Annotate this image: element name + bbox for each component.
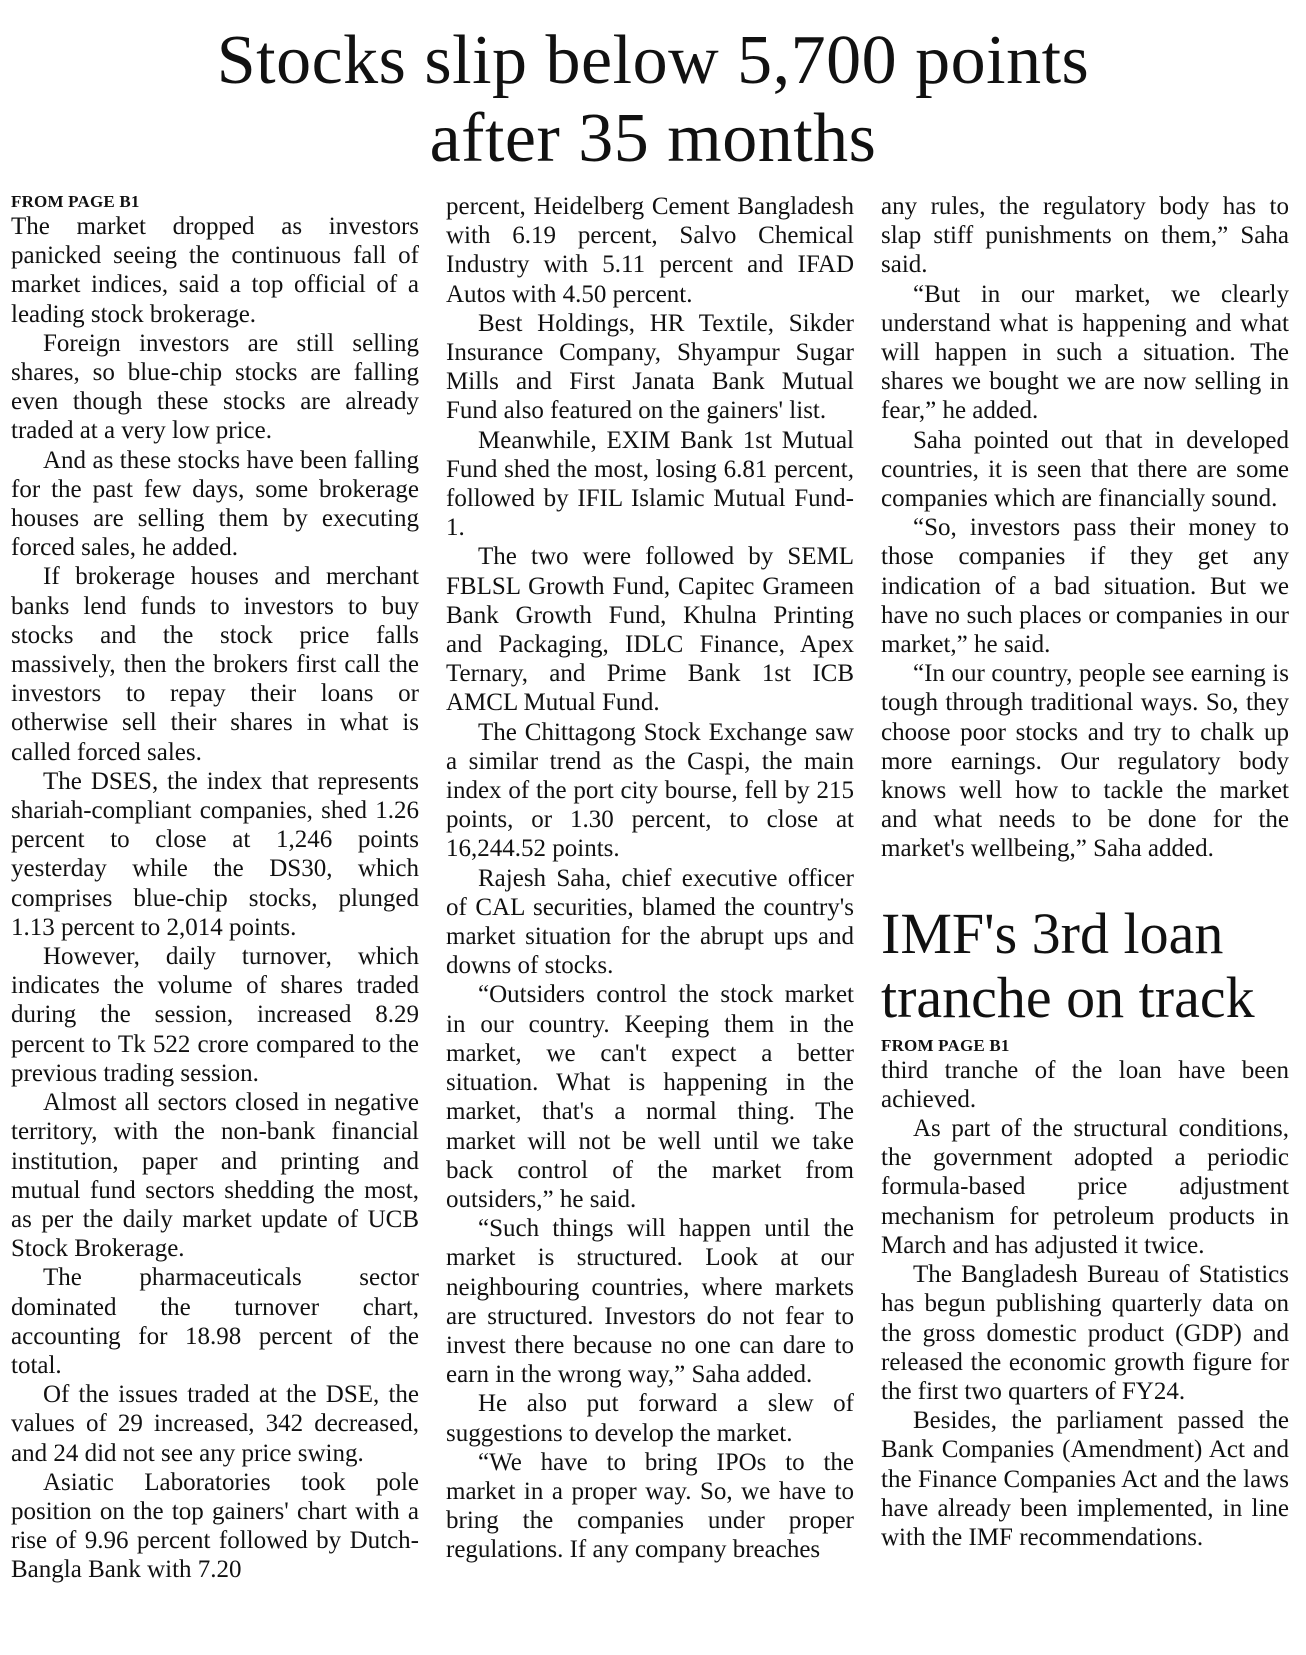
paragraph: And as these stocks have been falling for the past few days, some brokerage houses are selling them by executing forced sales, he added. <box>11 446 419 562</box>
paragraph: The two were followed by SEML FBLSL Growth Fund, Capitec Grameen Bank Growth Fund, Khulna Printing and Packaging, IDLC Finance, Apex Ternary, and Prime Bank 1st ICB AMCL Mutual Fund. <box>446 543 854 717</box>
headline-line-1: Stocks slip below 5,700 points <box>216 22 1090 99</box>
paragraph: “So, investors pass their money to those companies if they get any indication of a bad situation. But we have no such places or companies in our market,” he said. <box>881 514 1289 659</box>
paragraph: The DSES, the index that represents shariah-compliant companies, shed 1.26 percent to close at 1,246 points yesterday while the DS30, which comprises blue-chip stocks, plunged 1.13 percent to 2,014 points. <box>11 767 419 941</box>
paragraph: Meanwhile, EXIM Bank 1st Mutual Fund shed the most, losing 6.81 percent, followed by IFIL Islamic Mutual Fund-1. <box>446 426 854 542</box>
secondary-headline <box>881 902 1289 1030</box>
from-page-kicker: FROM PAGE B1 <box>881 1035 1010 1055</box>
paragraph: However, daily turnover, which indicates the volume of shares traded during the session, increased 8.29 percent to Tk 522 crore compared to the previous trading session. <box>11 943 419 1087</box>
paragraph: Saha pointed out that in developed countries, it is seen that there are some companies which are financially sound. <box>881 426 1289 513</box>
paragraph: percent, Heidelberg Cement Bangladesh with 6.19 percent, Salvo Chemical Industry with 5.11 percent and IFAD Autos with 4.50 percent. <box>446 193 854 308</box>
paragraph: “But in our market, we clearly understand what is happening and what will happen in such a situation. The shares we bought we are now selling in fear,” he added. <box>881 280 1289 425</box>
secondary-headline-line-2: tranche on track <box>881 964 1255 1030</box>
paragraph: He also put forward a slew of suggestions to develop the market. <box>446 1390 854 1447</box>
paragraph: Besides, the parliament passed the Bank Companies (Amendment) Act and the Finance Companies Act and the laws have already been implemented, in line with the IMF recommendations. <box>881 1407 1289 1551</box>
paragraph: As part of the structural conditions, the government adopted a periodic formula-based price adjustment mechanism for petroleum products in March and has adjusted it twice. <box>881 1115 1289 1259</box>
paragraph: third tranche of the loan have been achieved. <box>881 1056 1289 1113</box>
paragraph: Of the issues traded at the DSE, the values of 29 increased, 342 decreased, and 24 did not see any price swing. <box>11 1381 419 1467</box>
headline-line-2: after 35 months <box>429 100 877 177</box>
paragraph: Asiatic Laboratories took pole position on the top gainers' chart with a rise of 9.96 percent followed by Dutch-Bangla Bank with 7.20 <box>11 1468 419 1584</box>
article-column-1 <box>11 192 419 1585</box>
main-headline <box>0 22 1306 178</box>
article-column-3 <box>881 192 1289 1552</box>
paragraph: The Chittagong Stock Exchange saw a similar trend as the Caspi, the main index of the port city bourse, fell by 215 points, or 1.30 percent, to close at 16,244.52 points. <box>446 718 854 863</box>
paragraph: Almost all sectors closed in negative territory, with the non-bank financial institution, paper and printing and mutual fund sectors shedding the most, as per the daily market update of UCB Stock Brokerage. <box>11 1089 419 1263</box>
paragraph: If brokerage houses and merchant banks lend funds to investors to buy stocks and the stock price falls massively, then the brokers first call the investors to repay their loans or otherwise sell their shares in what is called forced sales. <box>11 563 419 766</box>
paragraph: “We have to bring IPOs to the market in a proper way. So, we have to bring the companies under proper regulations. If any company breaches <box>446 1448 854 1564</box>
from-page-kicker: FROM PAGE B1 <box>11 192 140 211</box>
paragraph: Best Holdings, HR Textile, Sikder Insurance Company, Shyampur Sugar Mills and First Janata Bank Mutual Fund also featured on the gainers' list. <box>446 309 854 425</box>
secondary-headline-line-1: IMF's 3rd loan <box>881 900 1224 966</box>
paragraph: “Such things will happen until the market is structured. Look at our neighbouring countries, where markets are structured. Investors do not fear to invest there because no one can dare to earn in the wrong way,” Saha added. <box>446 1215 854 1389</box>
paragraph: “Outsiders control the stock market in our country. Keeping them in the market, we can't expect a better situation. What is happening in the market, that's a normal thing. The market will not be well until we take back control of the market from outsiders,” he said. <box>446 981 854 1213</box>
paragraph: The Bangladesh Bureau of Statistics has begun publishing quarterly data on the gross domestic product (GDP) and released the economic growth figure for the first two quarters of FY24. <box>881 1261 1289 1405</box>
paragraph: The market dropped as investors panicked seeing the continuous fall of market indices, said a top official of a leading stock brokerage. <box>11 213 419 328</box>
article-column-2 <box>446 192 854 1565</box>
paragraph: any rules, the regulatory body has to slap stiff punishments on them,” Saha said. <box>881 193 1289 279</box>
paragraph: Rajesh Saha, chief executive officer of CAL securities, blamed the country's market situation for the abrupt ups and downs of stocks. <box>446 864 854 980</box>
paragraph: Foreign investors are still selling shares, so blue-chip stocks are falling even though these stocks are already traded at a very low price. <box>11 329 419 445</box>
paragraph: The pharmaceuticals sector dominated the turnover chart, accounting for 18.98 percent of the total. <box>11 1264 419 1379</box>
paragraph: “In our country, people see earning is tough through traditional ways. So, they choose poor stocks and try to chalk up more earnings. Our regulatory body knows well how to tackle the market and what needs to be done for the market's wellbeing,” Saha added. <box>881 660 1289 863</box>
